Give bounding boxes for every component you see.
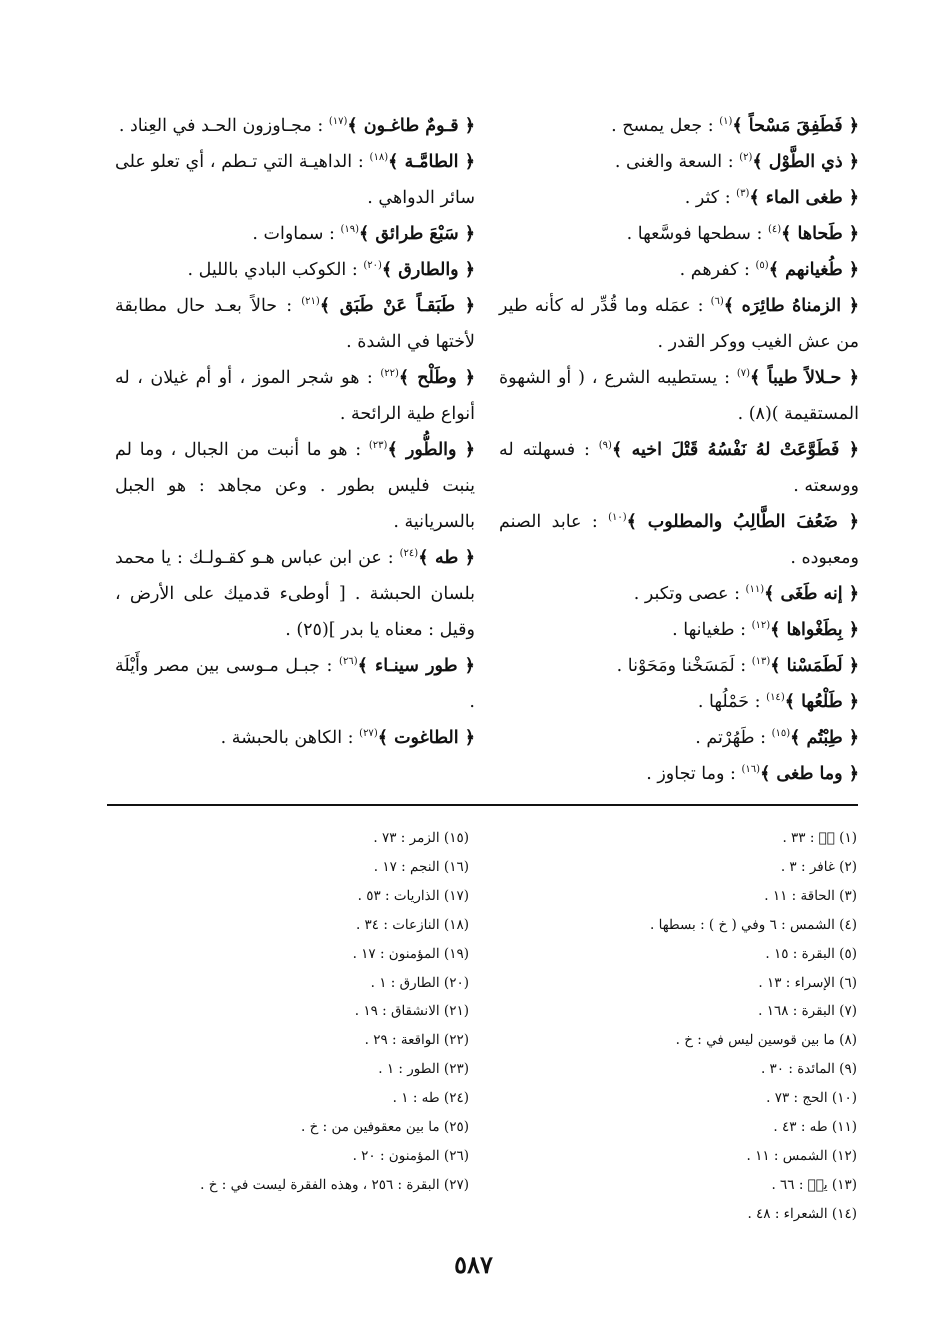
footnote-ref: (٦) bbox=[710, 296, 724, 308]
quran-bracket-close: ﴾ bbox=[626, 512, 648, 532]
footnote-ref: (٢٣) bbox=[368, 440, 388, 452]
footnote-ref: (٢٤) bbox=[399, 548, 419, 560]
entry-term: لَطَمَسْنا bbox=[786, 656, 843, 676]
quran-bracket-open: ﴿ bbox=[842, 692, 859, 712]
entry-definition: : حالاً بعـد حال مطابقة لأختها في الشدة . bbox=[115, 296, 475, 352]
footnote-item: (٩) المائدة : ٣٠ . bbox=[760, 1061, 857, 1078]
entry-definition: : الكوكب البادي بالليل . bbox=[187, 260, 358, 280]
quran-bracket-close: ﴾ bbox=[784, 692, 802, 712]
footnote-ref: (٢٢) bbox=[380, 368, 399, 380]
glossary-entry bbox=[115, 720, 475, 756]
entry-term: طه bbox=[434, 548, 459, 568]
footnote-item: (٢٧) البقرة : ٢٥٦ ، وهذه الفقرة ليست في : خ . bbox=[200, 1176, 469, 1193]
glossary-entry bbox=[499, 432, 859, 504]
glossary-entry bbox=[499, 756, 859, 792]
quran-bracket-close: ﴾ bbox=[319, 296, 340, 316]
footnote-item: (٤) الشمس : ٦ وفي ( خ ) : بسطها . bbox=[650, 916, 857, 933]
entry-term: بِطَغْواها bbox=[786, 620, 843, 640]
entry-definition: : جعل يمسح . bbox=[611, 116, 714, 136]
footnote-ref: (٢٧) bbox=[359, 728, 378, 740]
entry-definition: : سطحها فوسَّعها . bbox=[626, 224, 763, 244]
entry-term: الزمناهُ طائِرَه bbox=[741, 296, 842, 316]
entry-definition: : عابد الصنم ومعبوده . bbox=[499, 512, 859, 568]
quran-bracket-open: ﴿ bbox=[456, 440, 475, 460]
entry-definition: : هو شجر الموز ، أو أم غيلان ، له أنواع طية الرائحة . bbox=[115, 368, 475, 424]
quran-bracket-open: ﴿ bbox=[842, 728, 859, 748]
footnote-item: (١٧) الذاريات : ٥٣ . bbox=[357, 887, 469, 904]
footnote-ref: (٢٦) bbox=[339, 656, 358, 668]
footnote-item: (١٩) المؤمنون : ١٧ . bbox=[352, 945, 469, 962]
footnote-ref: (٣) bbox=[736, 188, 750, 200]
entry-definition: : سماوات . bbox=[252, 224, 335, 244]
glossary-entry bbox=[499, 684, 859, 720]
quran-bracket-close: ﴾ bbox=[359, 224, 376, 244]
entry-definition: : السعة والغنى . bbox=[614, 152, 734, 172]
quran-bracket-open: ﴿ bbox=[455, 296, 475, 316]
quran-bracket-close: ﴾ bbox=[398, 368, 418, 388]
footnote-item: (٢٥) ما بين معقوفين من : خ . bbox=[301, 1119, 469, 1136]
glossary-entry bbox=[499, 144, 859, 180]
quran-bracket-close: ﴾ bbox=[732, 116, 749, 136]
quran-bracket-open: ﴿ bbox=[842, 260, 859, 280]
quran-bracket-close: ﴾ bbox=[770, 656, 787, 676]
glossary-entry bbox=[499, 252, 859, 288]
glossary-entry bbox=[115, 108, 475, 144]
footnote-ref: (١٩) bbox=[340, 224, 360, 236]
entry-definition: : طغيانها . bbox=[672, 620, 746, 640]
glossary-entry bbox=[499, 108, 859, 144]
footnote-item: (١) صۤ : ٣٣ . bbox=[782, 830, 857, 846]
glossary-entry bbox=[499, 648, 859, 684]
quran-bracket-open: ﴿ bbox=[458, 260, 475, 280]
glossary-entry bbox=[499, 504, 859, 576]
quran-bracket-open: ﴿ bbox=[842, 584, 859, 604]
entry-definition: : حَمْلُها . bbox=[697, 692, 761, 712]
quran-bracket-close: ﴾ bbox=[388, 152, 405, 172]
footnote-item: (١١) طه : ٤٣ . bbox=[773, 1119, 857, 1136]
entry-definition: : جبـل مـوسى بين مصر وأَيْلَة . bbox=[115, 656, 475, 712]
entry-definition: : عمَله وما قُدِّر له كأنه طير من عش الغيب ووكر القدر . bbox=[499, 296, 859, 352]
footnote-item: (١٨) النازعات : ٣٤ . bbox=[355, 916, 469, 933]
entry-term: وطَلْح bbox=[417, 368, 457, 388]
quran-bracket-close: ﴾ bbox=[749, 188, 766, 208]
footnote-item: (٨) ما بين قوسين ليس في : خ . bbox=[675, 1032, 857, 1049]
entry-definition: : كفرهم . bbox=[679, 260, 750, 280]
quran-bracket-open: ﴿ bbox=[458, 548, 475, 568]
quran-bracket-open: ﴿ bbox=[842, 764, 859, 784]
footnote-item: (٢٢) الواقعة : ٢٩ . bbox=[364, 1032, 469, 1049]
footnote-ref: (١٧) bbox=[328, 116, 348, 128]
glossary-entry bbox=[115, 144, 475, 216]
footnote-ref: (٢١) bbox=[301, 296, 320, 308]
quran-bracket-close: ﴾ bbox=[752, 152, 769, 172]
entry-definition: : وما تجاوز . bbox=[646, 764, 736, 784]
footnote-ref: (٩) bbox=[598, 440, 612, 452]
quran-bracket-close: ﴾ bbox=[611, 440, 632, 460]
footnote-separator bbox=[107, 804, 858, 806]
quran-bracket-open: ﴿ bbox=[837, 512, 859, 532]
entry-definition: : فسهلته له ووسعته . bbox=[499, 440, 859, 496]
quran-bracket-open: ﴿ bbox=[842, 116, 859, 136]
footnote-ref: (١٠) bbox=[608, 512, 627, 524]
quran-bracket-open: ﴿ bbox=[458, 728, 475, 748]
footnote-ref: (٢٠) bbox=[363, 260, 382, 272]
quran-bracket-open: ﴿ bbox=[457, 656, 475, 676]
quran-bracket-close: ﴾ bbox=[750, 368, 768, 388]
footnote-ref: (١٣) bbox=[751, 656, 771, 668]
quran-bracket-open: ﴿ bbox=[839, 440, 859, 460]
quran-bracket-close: ﴾ bbox=[387, 440, 406, 460]
footnote-ref: (٧) bbox=[736, 368, 751, 380]
entry-term: طَلْعُها bbox=[801, 692, 843, 712]
footnote-ref: (١٤) bbox=[766, 692, 785, 704]
glossary-entry bbox=[499, 720, 859, 756]
footnote-item: (١٦) النجم : ١٧ . bbox=[373, 858, 469, 875]
quran-bracket-close: ﴾ bbox=[377, 728, 395, 748]
entry-definition: : كثر . bbox=[684, 188, 731, 208]
quran-bracket-open: ﴿ bbox=[841, 368, 859, 388]
footnote-item: (٢) غافر : ٣ . bbox=[780, 858, 857, 875]
entry-term: إنه طَغَى bbox=[780, 584, 843, 604]
footnote-ref: (١٢) bbox=[751, 620, 771, 632]
glossary-entry bbox=[115, 252, 475, 288]
footnotes-left bbox=[139, 824, 469, 1200]
quran-bracket-close: ﴾ bbox=[770, 620, 787, 640]
footnote-item: (٢٣) الطور : ١ . bbox=[378, 1061, 469, 1078]
footnote-item: (٢٦) المؤمنون : ٢٠ . bbox=[352, 1147, 469, 1164]
entry-definition: : الداهيـة التي تـطم ، أي تعلو على سائر الدواهي . bbox=[115, 152, 475, 208]
quran-bracket-close: ﴾ bbox=[790, 728, 807, 748]
quran-bracket-close: ﴾ bbox=[764, 584, 781, 604]
footnote-item: (١٠) الحج : ٧٣ . bbox=[766, 1090, 857, 1107]
quran-bracket-close: ﴾ bbox=[768, 260, 786, 280]
quran-bracket-close: ﴾ bbox=[781, 224, 798, 244]
glossary-entry bbox=[115, 288, 475, 360]
entry-term: طُغيانهم bbox=[785, 260, 843, 280]
footnote-ref: (١٨) bbox=[369, 152, 389, 164]
footnote-item: (١٢) الشمس : ١١ . bbox=[746, 1147, 857, 1164]
glossary-entry bbox=[115, 648, 475, 720]
glossary-entry bbox=[499, 612, 859, 648]
footnotes-right bbox=[497, 824, 857, 1229]
footnote-item: (١٤) الشعراء : ٤٨ . bbox=[747, 1205, 857, 1222]
entry-term: طَبَقـاً عَنْ طَبَق bbox=[339, 296, 456, 316]
entry-term: الطاغوت bbox=[394, 728, 459, 748]
entry-term: طَحاها bbox=[797, 224, 843, 244]
entry-term: قـومٌ طاغـون bbox=[363, 116, 459, 136]
quran-bracket-close: ﴾ bbox=[347, 116, 364, 136]
quran-bracket-close: ﴾ bbox=[418, 548, 435, 568]
footnote-ref: (١١) bbox=[745, 584, 765, 596]
quran-bracket-close: ﴾ bbox=[723, 296, 742, 316]
footnote-item: (٦) الإسراء : ١٣ . bbox=[758, 974, 857, 991]
footnote-ref: (١) bbox=[719, 116, 733, 128]
quran-bracket-open: ﴿ bbox=[456, 368, 475, 388]
footnote-ref: (١٥) bbox=[771, 728, 791, 740]
quran-bracket-open: ﴿ bbox=[841, 296, 859, 316]
quran-bracket-open: ﴿ bbox=[458, 224, 475, 244]
entry-definition: : عصى وتكبر . bbox=[633, 584, 740, 604]
glossary-entry bbox=[499, 576, 859, 612]
footnote-item: (٢٤) طه : ١ . bbox=[392, 1090, 469, 1107]
entry-term: ضَعُفَ الطَّالِبُ والمطلوب bbox=[647, 512, 838, 532]
entry-definition: : عن ابن عباس هـو كقـولـك : يا محمد بلسان الحبشة . [ أوطىء قدميك على الأرض ، وقيل : معناه يا بدر ](٢٥) . bbox=[115, 548, 475, 640]
footnote-item: (٢٠) الطارق : ١ . bbox=[370, 974, 469, 991]
entry-term: فَطَفِقَ مَسْحاً bbox=[748, 116, 843, 136]
glossary-entry bbox=[499, 180, 859, 216]
footnote-ref: (٤) bbox=[767, 224, 782, 236]
footnote-item: (١٥) الزمر : ٧٣ . bbox=[373, 830, 469, 846]
footnote-ref: (١٦) bbox=[741, 764, 761, 776]
glossary-entry bbox=[115, 216, 475, 252]
entry-term: سَبْعَ طرائق bbox=[375, 224, 459, 244]
quran-bracket-open: ﴿ bbox=[458, 116, 475, 136]
entry-term: الطامَّـة bbox=[404, 152, 459, 172]
quran-bracket-close: ﴾ bbox=[381, 260, 399, 280]
footnote-item: (٣) الحاقة : ١١ . bbox=[764, 887, 857, 904]
footnote-item: (١٣) يسۤ : ٦٦ . bbox=[771, 1176, 857, 1193]
footnote-item: (٥) البقرة : ١٥ . bbox=[765, 945, 857, 962]
glossary-column-right bbox=[499, 108, 859, 792]
glossary-column-left bbox=[115, 108, 475, 756]
entry-term: ذي الطَّوْل bbox=[768, 152, 843, 172]
quran-bracket-close: ﴾ bbox=[760, 764, 777, 784]
entry-definition: : طَهُرْتم . bbox=[695, 728, 766, 748]
entry-term: طِبْتُم bbox=[806, 728, 843, 748]
entry-definition: : يستطيبه الشرع ، ( أو الشهوة المستقيمة )(٨) . bbox=[499, 368, 859, 424]
entry-definition: : لَمَسَخْنا ومَحَوْنا . bbox=[616, 656, 747, 676]
entry-term: طغى الماء bbox=[765, 188, 843, 208]
entry-term: حـلالاً طيباً bbox=[767, 368, 842, 388]
quran-bracket-open: ﴿ bbox=[458, 152, 475, 172]
entry-term: وما طغى bbox=[776, 764, 843, 784]
quran-bracket-open: ﴿ bbox=[842, 188, 859, 208]
quran-bracket-open: ﴿ bbox=[842, 152, 859, 172]
glossary-entry bbox=[115, 360, 475, 432]
entry-term: والطُّور bbox=[405, 440, 457, 460]
entry-term: طور سينـاء bbox=[375, 656, 458, 676]
glossary-entry bbox=[499, 216, 859, 252]
entry-definition: : هو ما أنبت من الجبال ، وما لم ينبت فليس بطور . وعن مجاهد : هو الجبل بالسريانية . bbox=[115, 440, 475, 532]
entry-definition: : الكاهن بالحبشة . bbox=[220, 728, 354, 748]
footnote-ref: (٥) bbox=[755, 260, 769, 272]
footnote-ref: (٢) bbox=[739, 152, 753, 164]
glossary-entry bbox=[115, 540, 475, 648]
quran-bracket-open: ﴿ bbox=[842, 656, 859, 676]
footnote-item: (٢١) الانشقاق : ١٩ . bbox=[354, 1003, 469, 1020]
glossary-entry bbox=[115, 432, 475, 540]
quran-bracket-close: ﴾ bbox=[357, 656, 376, 676]
entry-term: والطارق bbox=[398, 260, 459, 280]
page-number: ٥٨٧ bbox=[454, 1250, 493, 1279]
glossary-entry bbox=[499, 360, 859, 432]
footnote-item: (٧) البقرة : ١٦٨ . bbox=[758, 1003, 857, 1020]
entry-definition: : مجـاوزون الحـد في العِناد . bbox=[118, 116, 324, 136]
quran-bracket-open: ﴿ bbox=[842, 224, 859, 244]
quran-bracket-open: ﴿ bbox=[842, 620, 859, 640]
glossary-entry bbox=[499, 288, 859, 360]
entry-term: فَطَوَّعَتْ لهُ نَفْسُهُ قَتْلَ اخيه bbox=[631, 440, 840, 460]
